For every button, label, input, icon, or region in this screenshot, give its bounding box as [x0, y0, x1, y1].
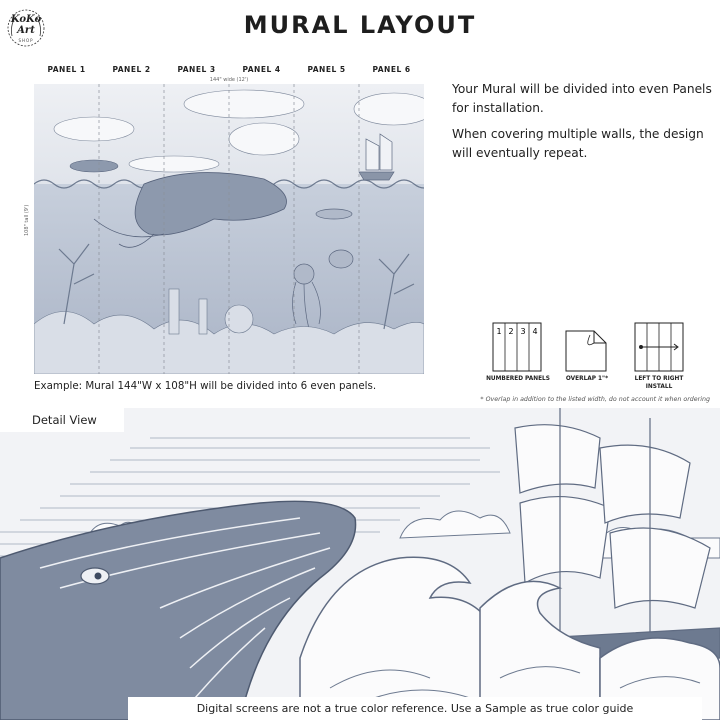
mural-preview [34, 84, 424, 374]
info-paragraph-1: Your Mural will be divided into even Panels for installation. [452, 82, 712, 115]
panel-digit-1: 1 [496, 327, 502, 336]
panel-label-5: PANEL 5 [307, 65, 346, 74]
ltr-label-line-2: INSTALL [645, 383, 673, 390]
height-dimension: 108" tall (9') [24, 204, 30, 236]
overlap-label: OVERLAP 1"* [565, 376, 609, 382]
ltr-label-line-1: LEFT TO RIGHT [634, 376, 684, 382]
mural-illustration [34, 84, 424, 374]
panel-label-4: PANEL 4 [242, 65, 281, 74]
overlap-icon [564, 329, 608, 377]
detail-view-image [0, 408, 720, 720]
panel-digit-3: 3 [520, 327, 526, 336]
panel-labels [34, 65, 424, 77]
mural-caption: Example: Mural 144"W x 108"H will be divided into 6 even panels. [34, 380, 377, 392]
panel-label-3: PANEL 3 [177, 65, 216, 74]
panel-label-1: PANEL 1 [47, 65, 86, 74]
install-icons [472, 322, 712, 394]
panel-label-6: PANEL 6 [372, 65, 411, 74]
panel-digit-4: 4 [532, 327, 538, 336]
left-to-right-icon [634, 322, 684, 376]
detail-view-tab: Detail View [0, 408, 124, 432]
panel-digit-2: 2 [508, 327, 514, 336]
overlap-footnote: * Overlap in addition to the listed width, do not account it when ordering [480, 396, 710, 403]
color-disclaimer: Digital screens are not a true color reference. Use a Sample as true color guide [128, 697, 702, 720]
numbered-panels-icon [492, 322, 542, 376]
info-paragraph-2: When covering multiple walls, the design will eventually repeat. [452, 127, 704, 160]
panel-label-2: PANEL 2 [112, 65, 151, 74]
page-title: MURAL LAYOUT [243, 11, 477, 39]
logo-line-1: KoKo [10, 14, 42, 25]
numbered-panels-label: NUMBERED PANELS [486, 376, 550, 382]
left-to-right-label [624, 376, 694, 391]
width-dimension: 144" wide (12') [209, 77, 249, 83]
info-text [452, 80, 714, 170]
logo-line-2: Art [17, 25, 35, 36]
logo-sub: SHOP [18, 38, 34, 43]
detail-illustration [0, 408, 720, 720]
